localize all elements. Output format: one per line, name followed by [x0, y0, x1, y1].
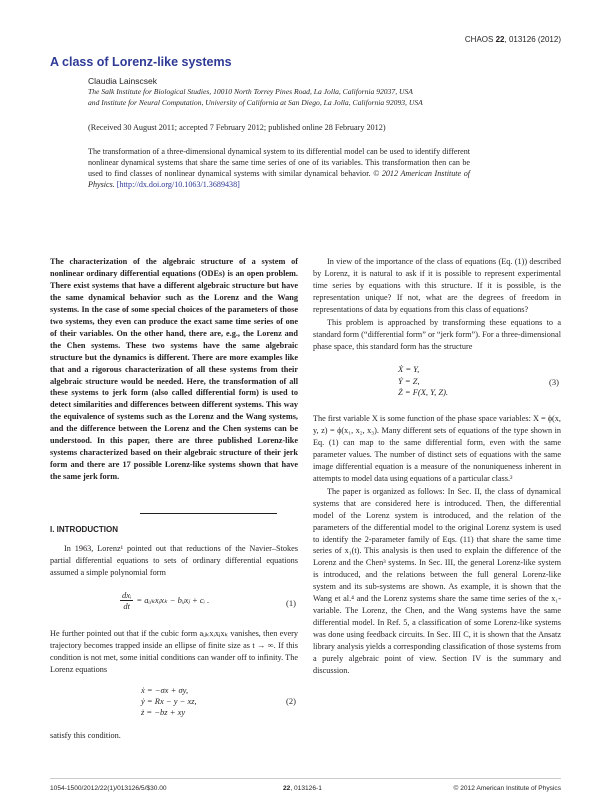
section-heading: I. INTRODUCTION	[50, 525, 118, 534]
eq3-line-3: Ż = F(X, Y, Z).	[398, 387, 449, 397]
affiliation-line-1: The Salk Institute for Biological Studies, 10010 North Torrey Pines Road, La Jolla, California 92037, USA	[88, 87, 413, 96]
right-paragraph-4-text: The paper is organized as follows: In Sec. II, the class of dynamical systems that are considered here is introduced. Then, the differential model of the Lorenz system is introduced, and the relation of the parameters of the differential model to the original Lorenz system is used to identify the 2-parameter family of Eqs. (11) that share the same time series of x₁(t). This analysis is then used to explain the difference of the Lorenz and the Chen³ systems. In Sec. III, the general Lorenz-like system is introduced, and the relations between the full general Lorenz-like system and its sub-systems are shown. As example, it is shown that the Wang et al.⁴ and the Lorenz systems share the same time series of the x₁-variable. The Lorenz, the Chen, and the Wang systems have the same differential model. In Ref. 5, a classification of some Lorenz-like systems was done using feedback circuits. In Sec. III C, it is shown that the Ansatz library analysis yields a corresponding classification of those systems from a purely algebraic point of view. Section IV is the summary and discussion.	[313, 486, 561, 676]
right-paragraph-1-text: In view of the importance of the class of equations (Eq. (1)) described by Lorenz, it is natural to ask if it is possible to represent experimental time series by equations with this structure. If it is possible, is the representation unique? If not, what are the degrees of freedom in representations of data by equations from this class of equations?	[313, 257, 561, 314]
received-dates: (Received 30 August 2011; accepted 7 February 2012; published online 28 February 2012)	[88, 123, 386, 132]
right-paragraph-3-text: The first variable X is some function of the phase space variables: X = ϕ(x, y, z) = ϕ(x₁, x₂, x₃). Many different sets of equations of the type shown in Eq. (1) can map to the same differential form, even with the same parameter values. The number of distinct sets of equations with the same image differential equation is a measure of the nonuniqueness inherent in attempts to model data using equations of a particular class.²	[313, 414, 561, 483]
footer-copyright: © 2012 American Institute of Physics	[453, 785, 561, 792]
eq1-denominator: dt	[123, 601, 130, 611]
eq1-numerator: dxᵢ	[122, 590, 132, 600]
eq2-line-1: ẋ = −σx + σy,	[141, 685, 189, 695]
eq1-rhs: = aᵢⱼₖxⱼxₖ − bᵢⱼxⱼ + cᵢ .	[136, 595, 210, 605]
footer-page-number: , 013126-1	[290, 785, 322, 792]
footer-left: 1054-1500/2012/22(1)/013126/5/$30.00	[50, 785, 167, 792]
eq3-line-1: Ẋ = Y,	[398, 364, 420, 374]
footer-page	[283, 785, 322, 792]
eq3-number: (3)	[549, 377, 559, 387]
eq2-line-3: ż = −bz + xy	[141, 707, 186, 717]
abstract-copyright: © 2012 American Institute of Physics.	[88, 169, 470, 190]
equation-2	[141, 685, 197, 718]
author-name: Claudia Lainscsek	[88, 76, 157, 86]
eq2-line-2: ẏ = Rx − y − xz,	[141, 696, 197, 706]
eq2-number: (2)	[286, 696, 296, 706]
paper-title: A class of Lorenz-like systems	[50, 55, 232, 69]
abstract	[88, 146, 470, 190]
footer-page-volume: 22	[283, 785, 291, 792]
doi-link[interactable]: [http://dx.doi.org/10.1063/1.3689438]	[116, 180, 240, 190]
eq3-line-2: Ẏ = Z,	[398, 375, 420, 386]
equation-3	[398, 364, 448, 399]
section-divider	[140, 513, 277, 514]
equation-1	[120, 590, 209, 611]
running-header: CHAOS 22, 013126 (2012)	[464, 35, 561, 44]
abstract-text: The transformation of a three-dimensional dynamical system to its differential model can be used to identify different nonlinear dynamical systems that share the same time series of one of its variables. This transformation then can be used to find classes of nonlinear dynamical systems with similar dynamical behavior.	[88, 147, 470, 179]
intro-paragraph-2-text: He further pointed out that if the cubic form aᵢⱼₖxᵢxⱼxₖ vanishes, then every trajectory becomes trapped inside an ellipse of finite size as t → ∞. If this condition is not met, some initial conditions can wander off to infinity. The Lorenz equations	[50, 629, 298, 674]
affiliation	[88, 87, 558, 108]
right-paragraph-1	[313, 256, 561, 353]
intro-paragraph-2	[50, 628, 298, 676]
intro-paragraph-3: satisfy this condition.	[50, 731, 121, 740]
bold-abstract: The characterization of the algebraic structure of a system of nonlinear ordinary differential equations (ODEs) is an open problem. There exist systems that have a different algebraic structure but have the same dynamical behavior such as the Lorenz and the Wang systems. In the case of some special choices of the parameters of those two systems, they even can produce the exact same time series of one of their variables. On the other hand, there are, e.g., the Lorenz and the Chen systems. These two systems have the same algebraic structure but the dynamics is different. There are more examples like that and a rigorous characterization of all these systems from their algebraic structure would be needed. Here, the transformation of all these systems to jerk form (also called differential form) is used to detect similarities and differences between different systems. This way the equivalence of systems such as the Lorenz and the Wang systems, and the difference between the Lorenz and the Chen systems can be understood. In this paper, there are three published Lorenz-like systems characterized based on their algebraic structure of their jerk form and there are 17 possible Lorenz-like systems shown that have the same jerk form.	[50, 257, 298, 482]
right-paragraph-2-text: This problem is approached by transforming these equations to a standard form (“differential form” or “jerk form”). For a three-dimensional phase space, this standard form has the structure	[313, 317, 561, 351]
footer-rule	[50, 778, 561, 779]
intro-paragraph-1-text: In 1963, Lorenz¹ pointed out that reductions of the Navier–Stokes partial differential equations to sets of ordinary differential equations assumed a simple polynomial form	[50, 544, 298, 577]
eq1-number: (1)	[286, 598, 296, 608]
intro-paragraph-1	[50, 543, 298, 579]
affiliation-line-2: and Institute for Neural Computation, University of California at San Diego, La Jolla, California 92093, USA	[88, 97, 423, 107]
right-paragraph-3	[313, 413, 561, 677]
